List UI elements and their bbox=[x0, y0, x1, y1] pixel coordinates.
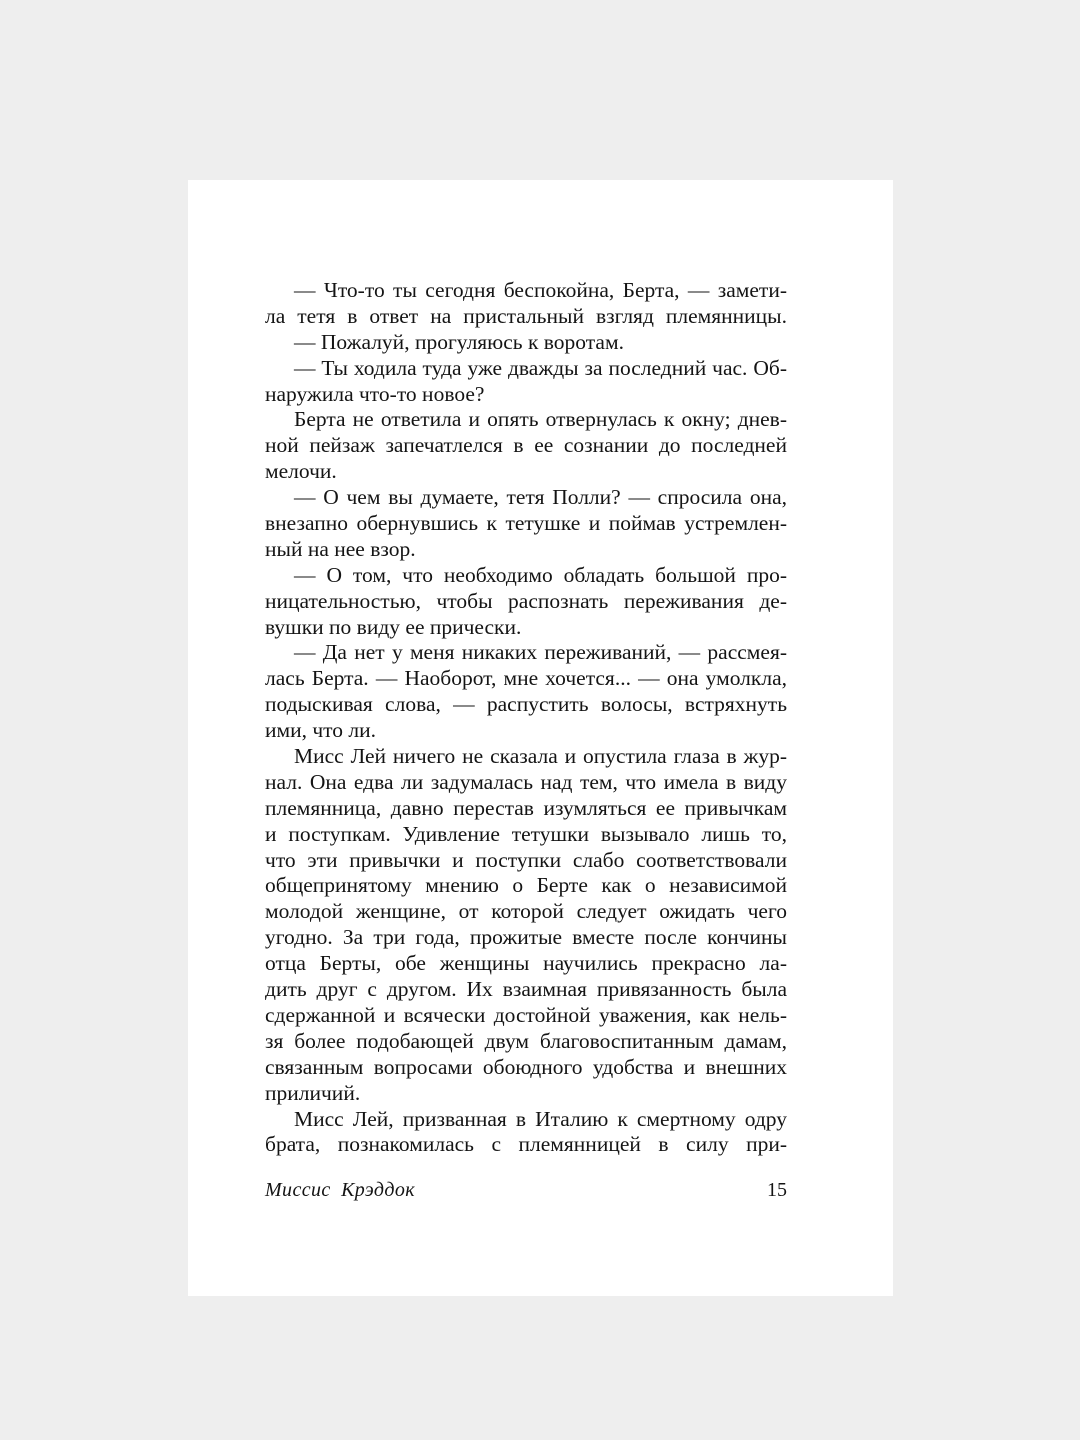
text-line: связанным вопросами обоюдного удобства и внешних bbox=[265, 1054, 787, 1079]
text-line: Мисс Лей ничего не сказала и опустила глаза в жур- bbox=[294, 744, 787, 769]
text-line: подыскивая слова, — распустить волосы, встряхнуть bbox=[265, 692, 787, 717]
text-line: Берта не ответила и опять отвернулась к окну; днев- bbox=[294, 407, 787, 432]
page-number: 15 bbox=[767, 1179, 787, 1201]
text-line: общепринятому мнению о Берте как о независимой bbox=[265, 873, 787, 898]
text-line: наружила что-то новое? bbox=[265, 381, 485, 406]
text-line: вушки по виду ее прически. bbox=[265, 614, 522, 639]
running-title: Миссис Крэддок bbox=[265, 1179, 416, 1201]
text-line: дить друг с другом. Их взаимная привязанность была bbox=[265, 977, 787, 1002]
text-line: — О чем вы думаете, тетя Полли? — спросила она, bbox=[294, 485, 787, 510]
text-line: ной пейзаж запечатлелся в ее сознании до последней bbox=[265, 433, 787, 458]
text-line: нал. Она едва ли задумалась над тем, что имела в виду bbox=[265, 769, 787, 794]
text-line: угодно. За три года, прожитые вместе после кончины bbox=[265, 925, 787, 950]
text-line: лась Берта. — Наоборот, мне хочется... — она умолкла, bbox=[265, 666, 787, 691]
text-line: приличий. bbox=[265, 1080, 361, 1105]
text-line: ла тетя в ответ на пристальный взгляд племянницы. bbox=[265, 303, 787, 328]
text-line: племянница, давно перестав изумляться ее привычкам bbox=[265, 795, 787, 820]
text-line: ими, что ли. bbox=[265, 718, 377, 743]
text-line: молодой женщине, от которой следует ожидать чего bbox=[265, 899, 787, 924]
text-line: и поступкам. Удивление тетушки вызывало лишь то, bbox=[265, 821, 787, 846]
text-line: сдержанной и всячески достойной уважения, как нель- bbox=[265, 1002, 787, 1027]
text-line: — Ты ходила туда уже дважды за последний час. Об- bbox=[294, 355, 787, 380]
text-line: брата, познакомилась с племянницей в силу при- bbox=[265, 1132, 787, 1157]
text-line: ный на нее взор. bbox=[265, 536, 416, 561]
text-line: что эти привычки и поступки слабо соответствовали bbox=[265, 847, 787, 872]
text-line: — О том, что необходимо обладать большой про- bbox=[294, 562, 787, 587]
text-line: внезапно обернувшись к тетушке и поймав устремлен- bbox=[265, 511, 787, 536]
body-text bbox=[265, 278, 787, 1158]
text-line: — Что-то ты сегодня беспокойна, Берта, — замети- bbox=[294, 278, 787, 302]
book-page bbox=[188, 180, 893, 1296]
text-line: Мисс Лей, призванная в Италию к смертному одру bbox=[294, 1106, 787, 1131]
text-line: — Да нет у меня никаких переживаний, — рассмея- bbox=[294, 640, 787, 665]
text-line: — Пожалуй, прогуляюсь к воротам. bbox=[294, 329, 624, 354]
text-line: отца Берты, обе женщины научились прекрасно ла- bbox=[265, 951, 787, 976]
text-line: мелочи. bbox=[265, 459, 337, 484]
text-line: зя более подобающей двум благовоспитанным дамам, bbox=[265, 1028, 787, 1053]
text-line: ницательностью, чтобы распознать переживания де- bbox=[265, 588, 787, 613]
